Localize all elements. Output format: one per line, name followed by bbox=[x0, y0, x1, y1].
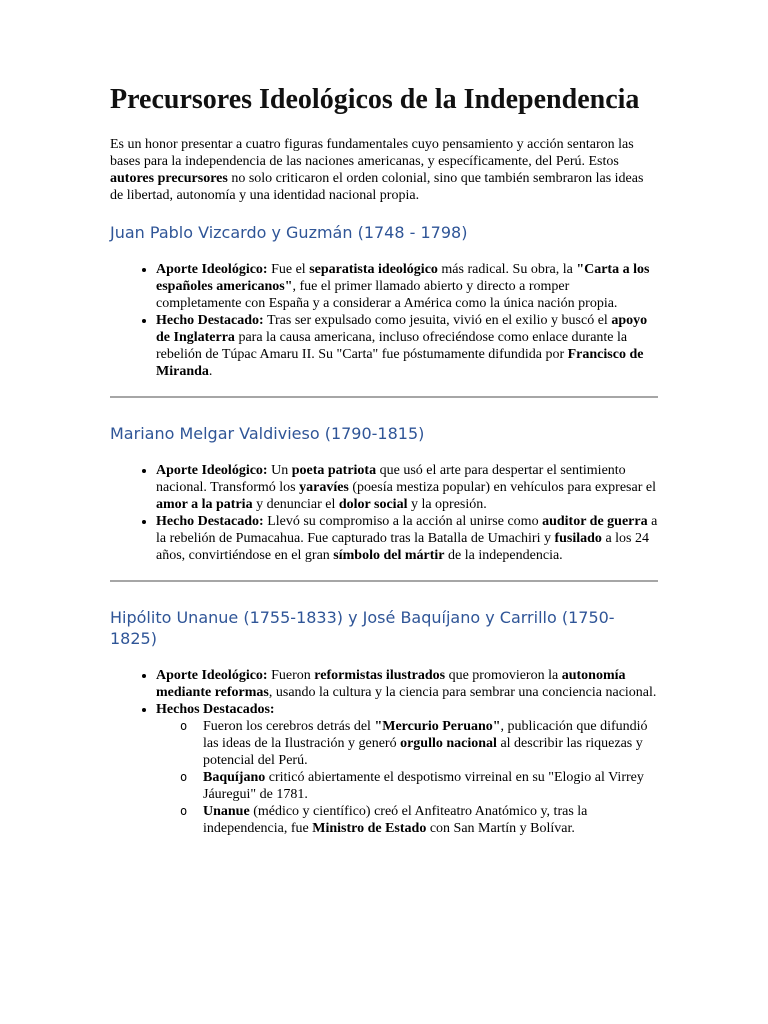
intro-text: Es un honor presentar a cuatro figuras fundamentales cuyo pensamiento y acción sentaron las bases para la independencia de las naciones americanas, y específicamente, del Perú. Estos bbox=[110, 137, 634, 169]
intro-bold: autores precursores bbox=[110, 171, 228, 186]
list-item-aporte bbox=[156, 667, 658, 701]
item-text: a los 24 años, convirtiéndose en el gran bbox=[156, 531, 649, 563]
sub-list-item bbox=[180, 769, 658, 803]
page-title: Precursores Ideológicos de la Independencia bbox=[110, 84, 640, 115]
item-bold: poeta patriota bbox=[291, 463, 377, 478]
circle-bullet-icon: o bbox=[180, 804, 188, 818]
section-divider bbox=[110, 580, 658, 582]
item-bold: apoyo de Inglaterra bbox=[156, 313, 648, 345]
item-bold: símbolo del mártir bbox=[333, 548, 445, 563]
item-bold: amor a la patria bbox=[156, 497, 253, 512]
item-text: Fueron los cerebros detrás del bbox=[203, 719, 375, 734]
list-item-hecho bbox=[156, 312, 658, 380]
section-list-unanue-baquijano bbox=[110, 667, 658, 837]
item-bold: dolor social bbox=[338, 497, 408, 512]
item-text: y la opresión. bbox=[407, 497, 487, 512]
item-text: Fue el bbox=[267, 262, 310, 277]
item-bold: yaravíes bbox=[299, 480, 349, 495]
item-label: Hechos Destacados: bbox=[156, 702, 275, 717]
circle-bullet-icon: o bbox=[180, 719, 188, 733]
section-heading-vizcardo: Juan Pablo Vizcardo y Guzmán (1748 - 1798) bbox=[110, 223, 468, 242]
item-label: Hecho Destacado: bbox=[156, 514, 264, 529]
item-text: más radical. Su obra, la bbox=[437, 262, 577, 277]
section-divider bbox=[110, 396, 658, 398]
item-bold: separatista ideológico bbox=[309, 262, 438, 277]
item-text: (poesía mestiza popular) en vehículos para expresar el bbox=[348, 480, 656, 495]
item-text: a la rebelión de Pumacahua. Fue capturado tras la Batalla de Umachiri y bbox=[156, 514, 658, 546]
list-item-aporte bbox=[156, 261, 658, 312]
item-text: que promovieron la bbox=[445, 668, 562, 683]
item-text: de la independencia. bbox=[444, 548, 563, 563]
item-label: Aporte Ideológico: bbox=[156, 668, 268, 683]
item-label: Hecho Destacado: bbox=[156, 313, 264, 328]
item-bold: auditor de guerra bbox=[542, 514, 648, 529]
item-bold: autonomía mediante reformas bbox=[156, 668, 626, 700]
section-heading-melgar: Mariano Melgar Valdivieso (1790-1815) bbox=[110, 424, 425, 443]
section-heading-unanue-baquijano: Hipólito Unanue (1755-1833) y José Baquíjano y Carrillo (1750-1825) bbox=[110, 608, 615, 648]
item-bold: Ministro de Estado bbox=[312, 821, 427, 836]
section-list-vizcardo bbox=[110, 261, 658, 380]
item-text: con San Martín y Bolívar. bbox=[426, 821, 575, 836]
sub-list bbox=[156, 718, 658, 837]
section-list-melgar bbox=[110, 462, 658, 564]
sub-list-item bbox=[180, 803, 658, 837]
item-text: (médico y científico) creó el Anfiteatro Anatómico y, tras la independencia, fue bbox=[203, 804, 588, 836]
item-bold: fusilado bbox=[554, 531, 602, 546]
item-text: para la causa americana, incluso ofreciéndose como enlace durante la rebelión de Túpac Amaru II. Su "Carta" fue póstumamente difundida por bbox=[156, 330, 628, 362]
item-bold: "Mercurio Peruano" bbox=[374, 719, 501, 734]
sub-list-item bbox=[180, 718, 658, 769]
list-item-hecho bbox=[156, 513, 658, 564]
item-text: . bbox=[208, 364, 213, 379]
item-text: , usando la cultura y la ciencia para sembrar una conciencia nacional. bbox=[268, 685, 657, 700]
item-bold: Francisco de Miranda bbox=[156, 347, 644, 379]
item-text: y denunciar el bbox=[252, 497, 339, 512]
intro-text: no solo criticaron el orden colonial, sino que también sembraron las ideas de libertad, autonomía y una identidad nacional propia. bbox=[110, 171, 644, 203]
item-bold: Unanue bbox=[203, 804, 250, 819]
list-item-aporte bbox=[156, 462, 658, 513]
item-text: Tras ser expulsado como jesuita, vivió en el exilio y buscó el bbox=[263, 313, 612, 328]
item-text: Fueron bbox=[267, 668, 315, 683]
item-text: , fue el primer llamado abierto y directo a romper completamente con España y a considerar a América como la única nación propia. bbox=[156, 279, 618, 311]
item-label: Aporte Ideológico: bbox=[156, 463, 268, 478]
document-page bbox=[110, 84, 658, 837]
item-bold: "Carta a los españoles americanos" bbox=[156, 262, 650, 294]
list-item-hechos bbox=[156, 701, 658, 837]
item-text: que usó el arte para despertar el sentimiento nacional. Transformó los bbox=[156, 463, 626, 495]
item-bold: Baquíjano bbox=[203, 770, 266, 785]
circle-bullet-icon: o bbox=[180, 770, 188, 784]
item-text: Un bbox=[267, 463, 292, 478]
item-text: Llevó su compromiso a la acción al unirse como bbox=[263, 514, 543, 529]
intro-paragraph bbox=[110, 136, 658, 204]
item-text: , publicación que difundió las ideas de la Ilustración y generó bbox=[203, 719, 648, 751]
item-bold: orgullo nacional bbox=[400, 736, 497, 751]
item-label: Aporte Ideológico: bbox=[156, 262, 268, 277]
item-bold: reformistas ilustrados bbox=[314, 668, 446, 683]
item-text: al describir las riquezas y potencial del Perú. bbox=[203, 736, 643, 768]
item-text: criticó abiertamente el despotismo virreinal en su "Elogio al Virrey Jáuregui" de 1781. bbox=[203, 770, 644, 802]
